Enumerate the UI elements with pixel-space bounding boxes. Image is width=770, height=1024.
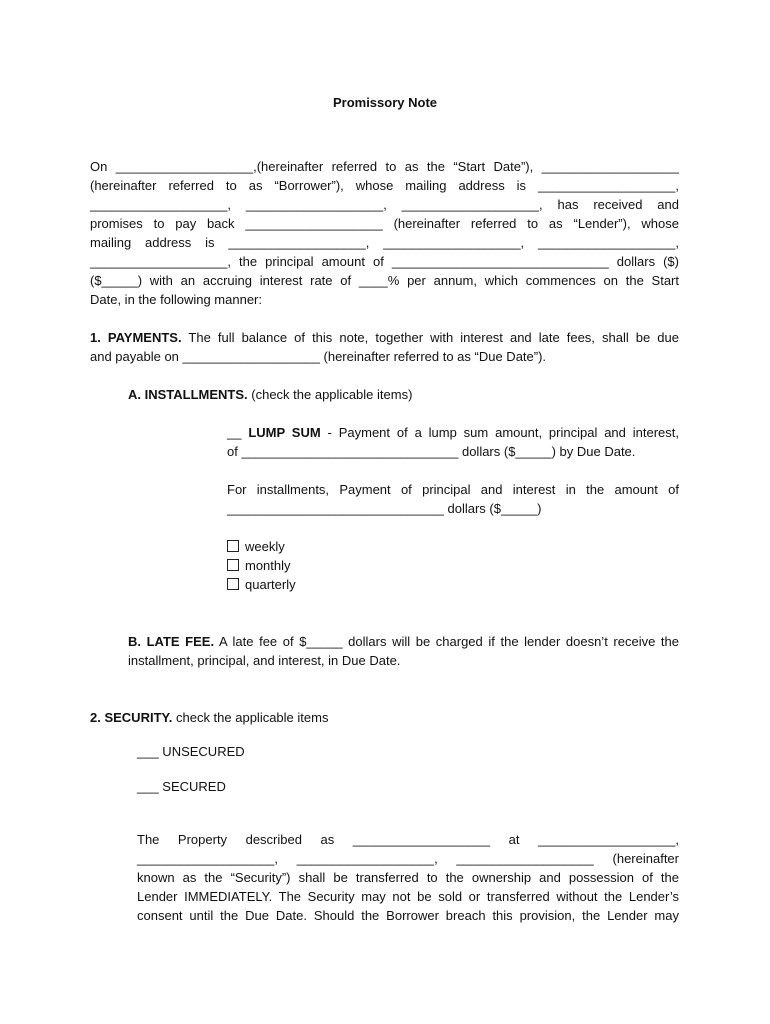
checkbox-icon[interactable] <box>227 578 239 590</box>
frequency-weekly[interactable]: weekly <box>227 537 285 556</box>
document-title: Promissory Note <box>332 95 438 110</box>
payments-heading: 1. PAYMENTS. <box>90 330 182 345</box>
installments-heading: A. INSTALLMENTS. <box>128 387 248 402</box>
installments-line <box>128 385 412 404</box>
intro-line-6: ___________________, the principal amount of ______________________________ dollars ($) <box>90 254 679 269</box>
frequency-monthly[interactable]: monthly <box>227 556 291 575</box>
property-line-3: known as the “Security”) shall be transferred to the ownership and possession of the <box>137 870 679 885</box>
checkbox-icon[interactable] <box>227 540 239 552</box>
lump-sum-line-2: of ______________________________ dollars ($_____) by Due Date. <box>227 444 636 459</box>
property-line-1: The Property described as ___________________ at ___________________, <box>137 832 679 847</box>
intro-line-3: ___________________, ___________________, ___________________, has received and <box>90 197 679 212</box>
option-secured: ___ SECURED <box>137 779 226 794</box>
late-fee-line-1: B. LATE FEE. A late fee of $_____ dollars will be charged if the lender doesn’t receive the <box>128 634 679 649</box>
intro-line-1: On ___________________,(hereinafter referred to as the “Start Date”), ___________________ <box>90 159 679 174</box>
option-unsecured: ___ UNSECURED <box>137 744 245 759</box>
checkbox-icon[interactable] <box>227 559 239 571</box>
installments-note: (check the applicable items) <box>251 387 413 402</box>
security-line: 2. SECURITY. check the applicable items <box>90 710 329 725</box>
property-line-5: consent until the Due Date. Should the Borrower breach this provision, the Lender may <box>137 908 679 923</box>
late-fee-line-2: installment, principal, and interest, in Due Date. <box>128 653 401 668</box>
payments-text-1: The full balance of this note, together with interest and late fees, shall be due <box>188 330 679 345</box>
intro-line-2: (hereinafter referred to as “Borrower”), whose mailing address is ___________________, <box>90 178 679 193</box>
installment-amount-line-1: For installments, Payment of principal and interest in the amount of <box>227 482 679 497</box>
property-line-2: ___________________, ___________________, ___________________ (hereinafter <box>137 851 679 866</box>
intro-line-7: ($_____) with an accruing interest rate of ____% per annum, which commences on the Start <box>90 273 679 288</box>
late-fee-heading: B. LATE FEE. <box>128 634 215 649</box>
lump-sum-label: LUMP SUM <box>248 425 321 440</box>
property-line-4: Lender IMMEDIATELY. The Security may not be sold or transferred without the Lender’s <box>137 889 679 904</box>
payments-line-2: and payable on ___________________ (hereinafter referred to as “Due Date”). <box>90 349 547 364</box>
lump-sum-line-1: __ LUMP SUM - Payment of a lump sum amount, principal and interest, <box>227 425 679 440</box>
installment-amount-line-2: ______________________________ dollars ($_____) <box>227 501 542 516</box>
intro-line-4: promises to pay back ___________________ (hereinafter referred to as “Lender”), whose <box>90 216 679 231</box>
security-heading: 2. SECURITY. <box>90 710 173 725</box>
intro-line-5: mailing address is ___________________, ___________________, ___________________, <box>90 235 679 250</box>
payments-line-1 <box>90 328 679 347</box>
frequency-quarterly[interactable]: quarterly <box>227 575 296 594</box>
intro-line-8: Date, in the following manner: <box>90 292 262 307</box>
